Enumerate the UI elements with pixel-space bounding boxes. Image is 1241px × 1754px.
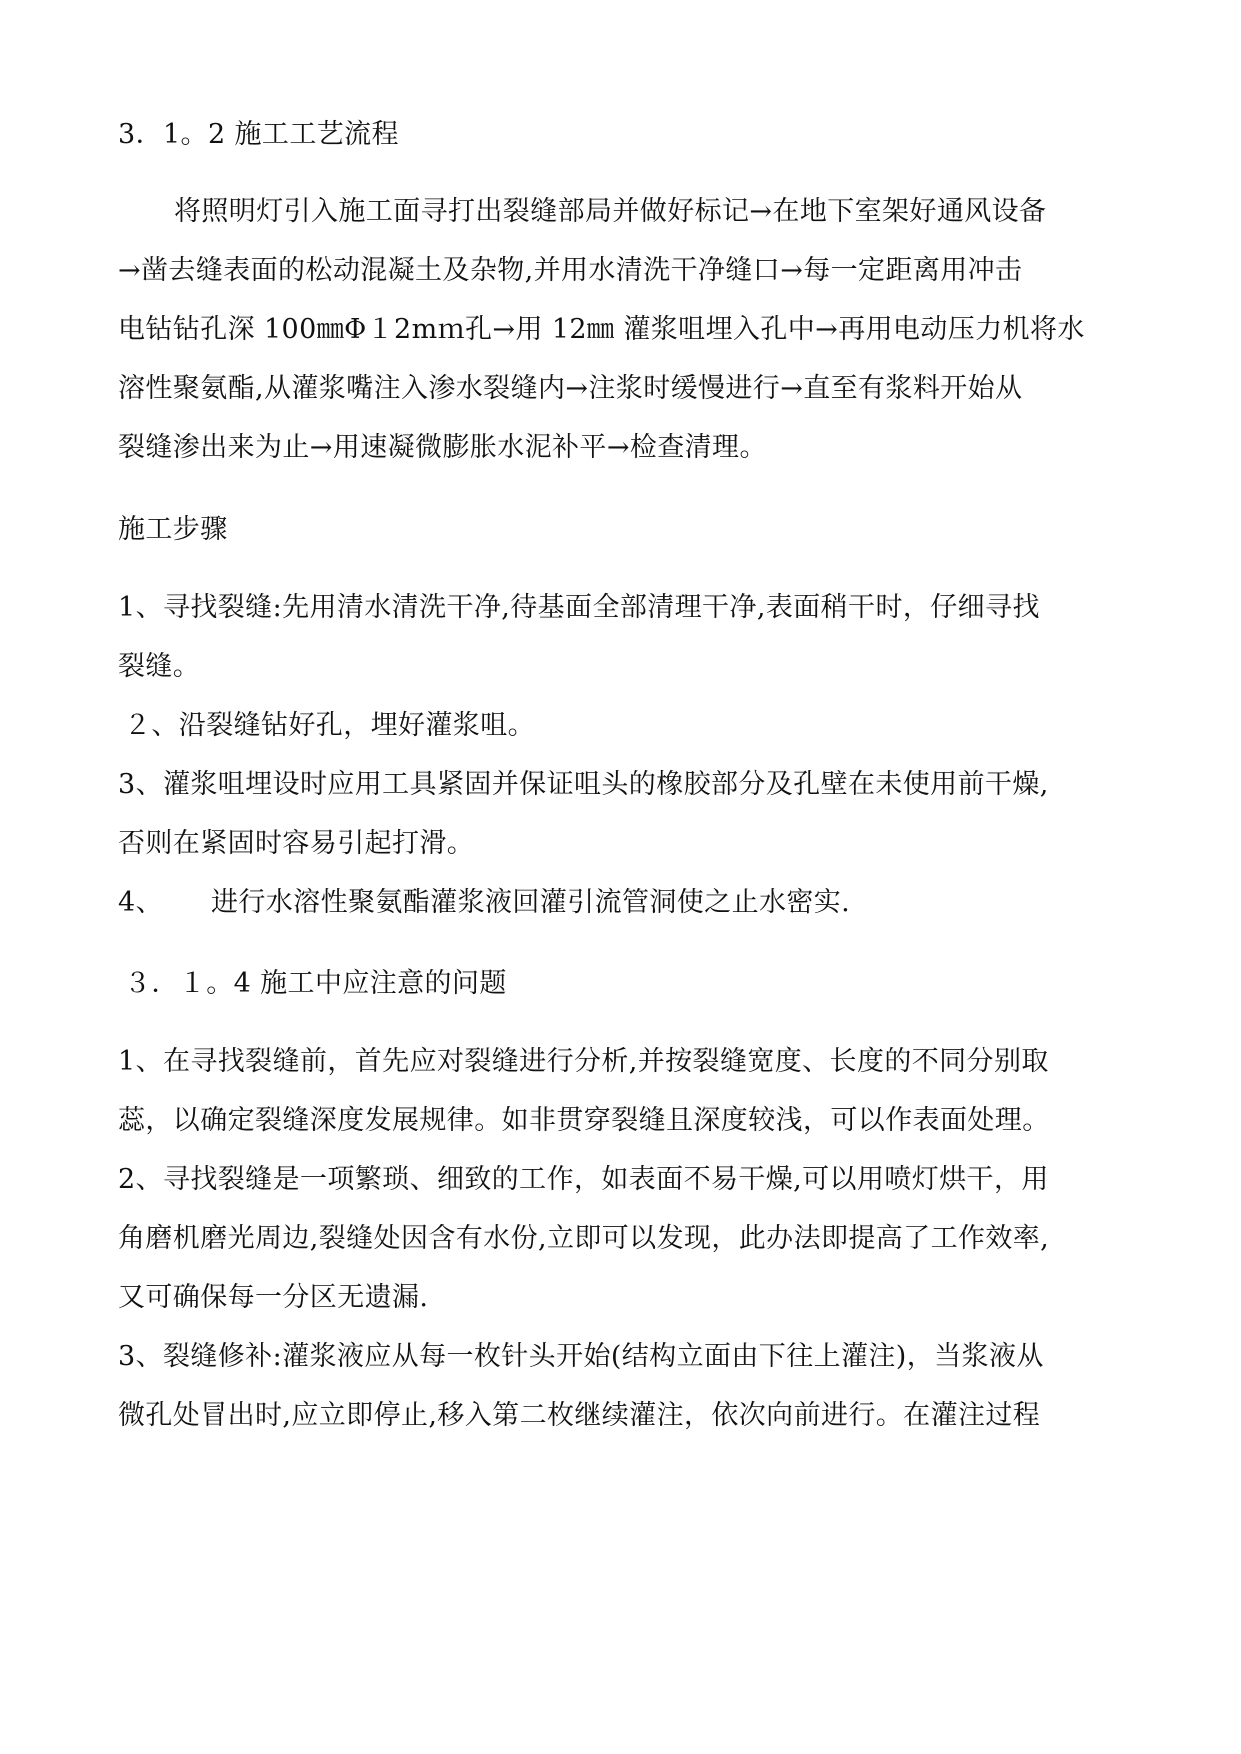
step-4-text: 进行水溶性聚氨酯灌浆液回灌引流管洞使之止水密实. [210, 887, 851, 918]
step-3-line-2: 否则在紧固时容易引起打滑。 [118, 828, 475, 859]
issue-1-line-1: 1、在寻找裂缝前，首先应对裂缝进行分析,并按裂缝宽度、长度的不同分别取 [118, 1046, 1049, 1077]
step-4-number: 4、 [118, 887, 163, 918]
section-heading-3-1-2: 3．1。2 施工工艺流程 [118, 119, 399, 150]
paragraph-line: →凿去缝表面的松动混凝土及杂物,并用水清洗干净缝口→每一定距离用冲击 [118, 255, 1023, 286]
step-1-line-2: 裂缝。 [118, 651, 201, 682]
issue-3-line-1: 3、裂缝修补:灌浆液应从每一枚针头开始(结构立面由下往上灌注)，当浆液从 [118, 1341, 1044, 1372]
issue-3-line-2: 微孔处冒出时,应立即停止,移入第二枚继续灌注，依次向前进行。在灌注过程 [118, 1400, 1041, 1431]
section-heading-3-1-4: ３．１。4 施工中应注意的问题 [124, 968, 507, 999]
step-3-line-1: 3、灌浆咀埋设时应用工具紧固并保证咀头的橡胶部分及孔壁在未使用前干燥, [118, 769, 1049, 800]
issue-1-line-2: 蕊，以确定裂缝深度发展规律。如非贯穿裂缝且深度较浅，可以作表面处理。 [118, 1105, 1050, 1136]
step-1-line-1: 1、寻找裂缝:先用清水清洗干净,待基面全部清理干净,表面稍干时，仔细寻找 [118, 592, 1040, 623]
step-2: ２、沿裂缝钻好孔，埋好灌浆咀。 [124, 710, 535, 741]
step-4 [118, 885, 850, 921]
paragraph-line: 溶性聚氨酯,从灌浆嘴注入渗水裂缝内→注浆时缓慢进行→直至有浆料开始从 [118, 373, 1023, 404]
issue-2-line-3: 又可确保每一分区无遗漏. [118, 1282, 429, 1313]
paragraph-line: 电钻钻孔深 100㎜Φ１2mｍ孔→用 12㎜ 灌浆咀埋入孔中→再用电动压力机将水 [118, 314, 1085, 345]
paragraph-line: 将照明灯引入施工面寻打出裂缝部局并做好标记→在地下室架好通风设备 [174, 196, 1047, 227]
issue-2-line-1: 2、寻找裂缝是一项繁琐、细致的工作，如表面不易干燥,可以用喷灯烘干，用 [118, 1164, 1049, 1195]
steps-heading: 施工步骤 [118, 514, 228, 545]
issue-2-line-2: 角磨机磨光周边,裂缝处因含有水份,立即可以发现，此办法即提高了工作效率, [118, 1223, 1050, 1254]
paragraph-line: 裂缝渗出来为止→用速凝微膨胀水泥补平→检查清理。 [118, 432, 767, 463]
